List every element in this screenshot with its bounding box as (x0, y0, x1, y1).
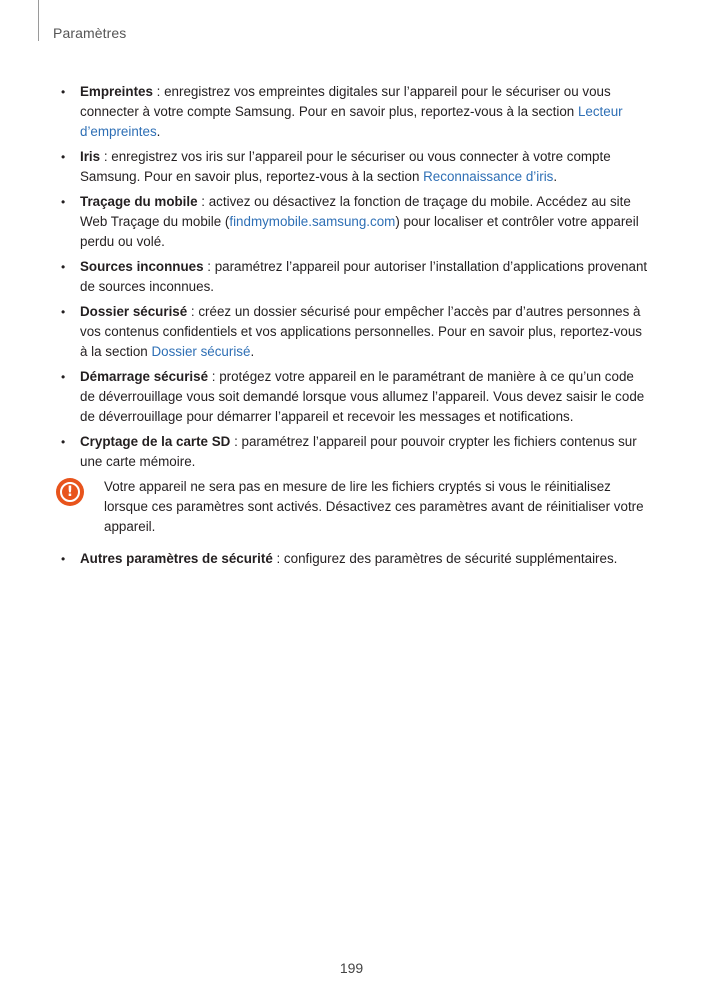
list-item (58, 302, 650, 362)
item-term: Cryptage de la carte SD (80, 434, 231, 449)
item-text: : activez ou désactivez la fonction de traçage du mobile. Accédez au site Web Traçage du mobile ( (80, 194, 631, 229)
warning-note (58, 477, 650, 537)
item-term: Empreintes (80, 84, 153, 99)
bullet-icon: • (61, 260, 66, 274)
bullet-icon: • (61, 150, 66, 164)
list-item (58, 432, 650, 472)
item-text-after: . (553, 169, 558, 184)
list-item (58, 367, 650, 427)
bullet-icon: • (61, 435, 66, 449)
warning-text: Votre appareil ne sera pas en mesure de lire les fichiers cryptés si vous le réinitialisez lorsque ces paramètres sont activés. Désactivez ces paramètres avant de réinitialiser votre appareil. (104, 479, 644, 534)
warning-icon (56, 478, 84, 506)
list-item (58, 192, 650, 252)
section-link[interactable]: Reconnaissance d’iris (423, 169, 554, 184)
item-text: : enregistrez vos empreintes digitales sur l’appareil pour le sécuriser ou vous connecter à votre compte Samsung. Pour en savoir plus, reportez-vous à la section (80, 84, 611, 119)
item-term: Autres paramètres de sécurité (80, 551, 273, 566)
bullet-icon: • (61, 305, 66, 319)
item-text: : créez un dossier sécurisé pour empêcher l’accès par d’autres personnes à vos contenus confidentiels et vos applications personnelles. Pour en savoir plus, reportez-vous à la section (80, 304, 642, 359)
section-link[interactable]: Dossier sécurisé (151, 344, 251, 359)
item-text: : paramétrez l’appareil pour autoriser l’installation d’applications provenant de sources inconnues. (80, 259, 648, 294)
page-number: 199 (339, 960, 364, 976)
page-header-title: Paramètres (53, 25, 127, 41)
header-rule (38, 0, 39, 41)
item-text-after: . (156, 124, 161, 139)
item-text: : protégez votre appareil en le paramétrant de manière à ce qu’un code de déverrouillage vous soit demandé lorsque vous allumez l’appareil. Vous devez saisir le code de déverrouillage pour démarrer l’appareil et recevoir les messages et notifications. (80, 369, 645, 424)
bullet-icon: • (61, 85, 66, 99)
item-term: Sources inconnues (80, 259, 204, 274)
website-link[interactable]: findmymobile.samsung.com (229, 214, 396, 229)
list-item (58, 549, 650, 569)
item-term: Traçage du mobile (80, 194, 198, 209)
bullet-icon: • (61, 552, 66, 566)
list-item (58, 147, 650, 187)
bullet-icon: • (61, 370, 66, 384)
main-content (58, 82, 650, 574)
item-text: : configurez des paramètres de sécurité supplémentaires. (272, 551, 618, 566)
bullet-icon: • (61, 195, 66, 209)
item-term: Iris (80, 149, 101, 164)
item-text: : enregistrez vos iris sur l’appareil pour le sécuriser ou vous connecter à votre compte Samsung. Pour en savoir plus, reportez-vous à la section (80, 149, 611, 184)
settings-list-top (58, 82, 650, 472)
exclamation-icon: ! (60, 482, 80, 502)
item-text-after: ) pour localiser et contrôler votre appareil perdu ou volé. (80, 214, 639, 249)
list-item (58, 257, 650, 297)
settings-list-bottom (58, 549, 650, 569)
section-link[interactable]: Lecteur d’empreintes (80, 104, 623, 139)
item-text-after: . (250, 344, 255, 359)
list-item (58, 82, 650, 142)
item-term: Dossier sécurisé (80, 304, 188, 319)
item-term: Démarrage sécurisé (80, 369, 209, 384)
item-text: : paramétrez l’appareil pour pouvoir crypter les fichiers contenus sur une carte mémoire. (80, 434, 637, 469)
